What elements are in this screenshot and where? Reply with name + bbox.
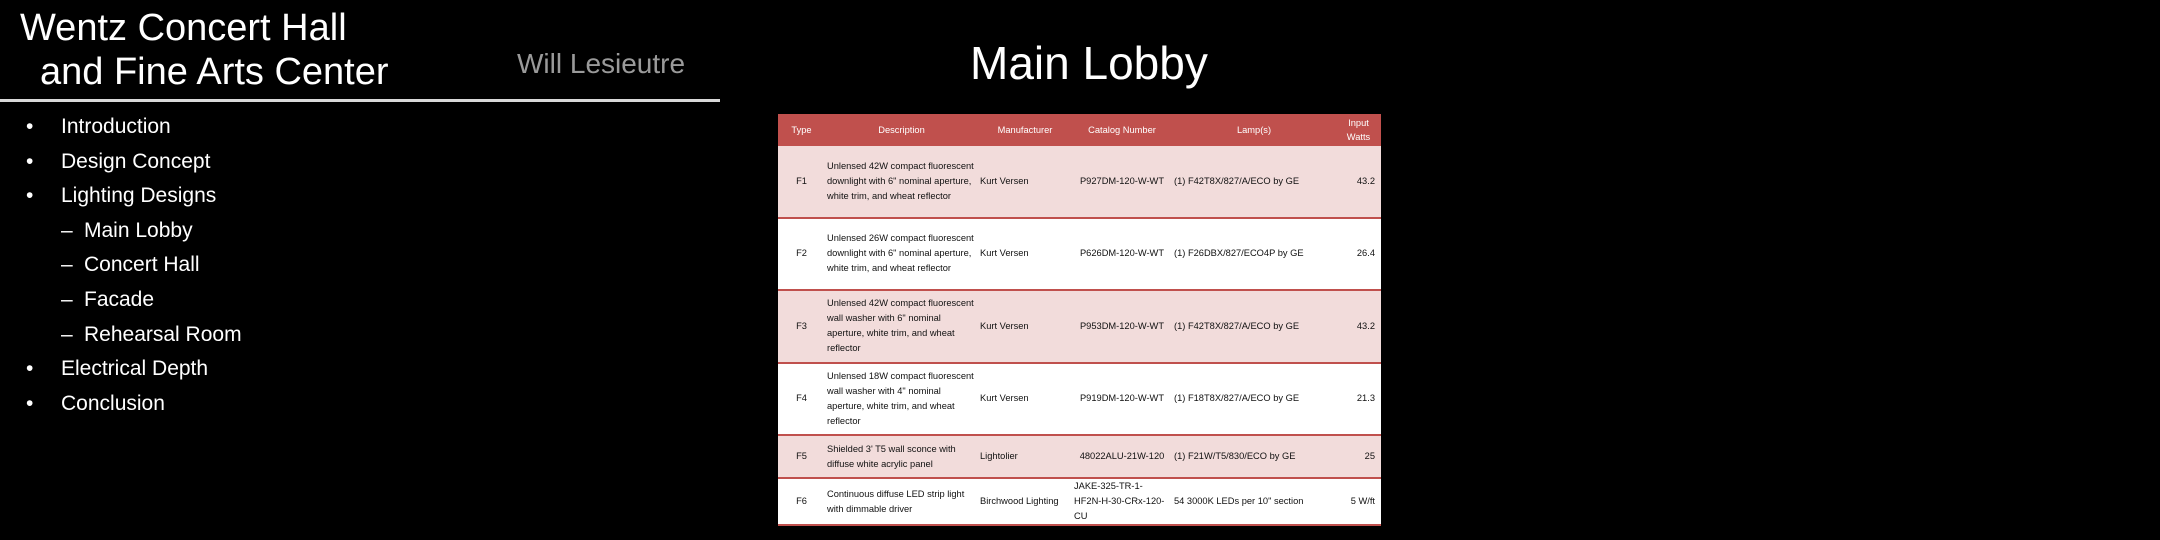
cell-description: Unlensed 18W compact fluorescent wall washer with 4" nominal aperture, white trim, and wheat reflector [825,363,978,436]
cell-type: F2 [778,218,825,291]
slide-title: Main Lobby [970,37,1208,89]
cell-catalog: P953DM-120-W-WT [1072,290,1172,363]
cell-description: Unlensed 26W compact fluorescent downlight with 6" nominal aperture, white trim, and wheat reflector [825,218,978,291]
dash-icon: – [61,218,73,242]
cell-manufacturer: Kurt Versen [978,363,1072,436]
cell-type: F4 [778,363,825,436]
cell-watts: 5 W/ft [1336,478,1381,525]
luminaire-schedule [778,114,1381,522]
cell-lamps: (1) F26DBX/827/ECO4P by GE [1172,218,1336,291]
cell-description: Unlensed 42W compact fluorescent downlight with 6" nominal aperture, white trim, and wheat reflector [825,146,978,218]
bullet-icon: • [26,391,34,415]
cell-type: F5 [778,435,825,478]
cell-manufacturer: Lightolier [978,435,1072,478]
cell-type: F1 [778,146,825,218]
col-header-lamps: Lamp(s) [1172,114,1336,146]
cell-manufacturer: Birchwood Lighting [978,478,1072,525]
table-row [778,363,1381,436]
cell-lamps: (1) F42T8X/827/A/ECO by GE [1172,290,1336,363]
col-header-description: Description [825,114,978,146]
cell-lamps: (1) F18T8X/827/A/ECO by GE [1172,363,1336,436]
cell-description: Unlensed 42W compact fluorescent wall washer with 6" nominal aperture, white trim, and wheat reflector [825,290,978,363]
cell-watts: 25 [1336,435,1381,478]
bullet-icon: • [26,184,34,208]
bullet-icon: • [26,115,34,138]
cell-type: F6 [778,478,825,525]
cell-type: F3 [778,290,825,363]
cell-manufacturer: Kurt Versen [978,218,1072,291]
cell-lamps: (1) F42T8X/827/A/ECO by GE [1172,146,1336,218]
table-header-row [778,114,1381,146]
dash-icon: – [61,253,73,277]
cell-lamps: (1) F21W/T5/830/ECO by GE [1172,435,1336,478]
cell-manufacturer: Kurt Versen [978,146,1072,218]
cell-watts: 21.3 [1336,363,1381,436]
table-row [778,218,1381,291]
cell-watts: 43.2 [1336,146,1381,218]
title-line-1: Wentz Concert Hall [20,7,347,49]
table-row [778,435,1381,478]
col-header-type: Type [778,114,825,146]
col-header-watts: Input Watts [1336,114,1381,146]
cell-catalog: P626DM-120-W-WT [1072,218,1172,291]
cell-description: Continuous diffuse LED strip light with dimmable driver [825,478,978,525]
presentation-title [20,6,389,94]
table-row [778,146,1381,218]
col-header-catalog: Catalog Number [1072,114,1172,146]
cell-watts: 26.4 [1336,218,1381,291]
cell-manufacturer: Kurt Versen [978,290,1072,363]
header-divider [0,99,720,102]
title-line-2: and Fine Arts Center [40,51,389,93]
cell-catalog: P919DM-120-W-WT [1072,363,1172,436]
bullet-icon: • [26,149,34,173]
dash-icon: – [61,287,73,311]
cell-catalog: P927DM-120-W-WT [1072,146,1172,218]
cell-catalog: JAKE-325-TR-1-HF2N-H-30-CRx-120-CU [1072,478,1172,525]
cell-lamps: 54 3000K LEDs per 10" section [1172,478,1336,525]
dash-icon: – [61,322,73,346]
col-header-manufacturer: Manufacturer [978,114,1072,146]
cell-watts: 43.2 [1336,290,1381,363]
cell-catalog: 48022ALU-21W-120 [1072,435,1172,478]
cell-description: Shielded 3' T5 wall sconce with diffuse white acrylic panel [825,435,978,478]
schedule-table [778,114,1381,526]
table-row [778,478,1381,525]
bullet-icon: • [26,357,34,381]
table-row [778,290,1381,363]
author-name: Will Lesieutre [517,48,686,79]
